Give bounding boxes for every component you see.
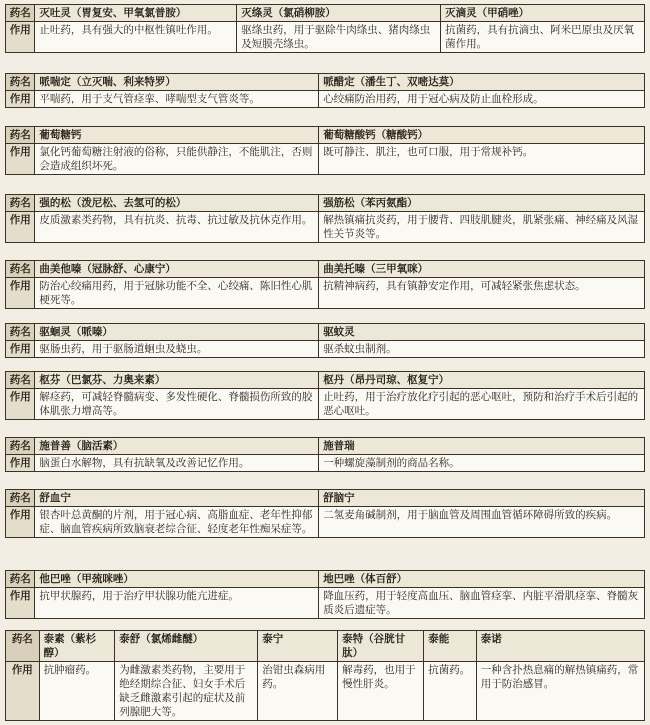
drug-use-cell: 平喘药，用于支气管痉挛、哮喘型支气管炎等。 xyxy=(35,91,319,108)
drug-use-row xyxy=(6,588,645,619)
row-label-name: 药名 xyxy=(6,631,40,662)
drug-table-1 xyxy=(5,4,645,53)
row-label-name: 药名 xyxy=(6,5,35,22)
drug-name-row xyxy=(6,324,645,341)
drug-use-cell: 氯化钙葡萄糖注射液的俗称，只能供静注，不能肌注，否则会造成组织坏死。 xyxy=(35,144,319,175)
drug-use-cell: 抗精神病药，具有镇静安定作用，可减轻紧张焦虑状态。 xyxy=(319,278,645,309)
row-label-name: 药名 xyxy=(6,490,35,507)
row-label-use: 作用 xyxy=(6,588,35,619)
row-label-name: 药名 xyxy=(6,74,35,91)
drug-name-row xyxy=(6,195,645,212)
drug-use-cell: 驱肠虫药，用于驱肠道蛔虫及蛲虫。 xyxy=(35,341,319,358)
drug-name-cell: 曲美他嗪（冠脉舒、心康宁） xyxy=(35,261,319,278)
drug-use-cell: 银杏叶总黄酮的片剂，用于冠心病、高脂血症、老年性抑郁症、脑血管疾病所致脑衰老综合征、轻度老年性痴呆症等。 xyxy=(35,507,319,538)
row-label-use: 作用 xyxy=(6,389,35,420)
drug-use-row xyxy=(6,144,645,175)
row-label-use: 作用 xyxy=(6,455,35,472)
drug-name-cell: 舒血宁 xyxy=(35,490,319,507)
drug-use-cell: 二氢麦角碱制剂，用于脑血管及周围血管循环障碍所致的疾病。 xyxy=(319,507,645,538)
drug-use-row xyxy=(6,22,645,53)
row-label-use: 作用 xyxy=(6,662,40,721)
drug-table-8 xyxy=(5,437,645,472)
drug-use-cell: 抗甲状腺药，用于治疗甲状腺功能亢进症。 xyxy=(35,588,319,619)
drug-table-3 xyxy=(5,126,645,175)
drug-name-cell: 葡萄糖酸钙（糖酸钙） xyxy=(319,127,645,144)
drug-use-cell: 一种含扑热息痛的解热镇痛药，常用于防治感冒。 xyxy=(476,662,644,721)
drug-use-cell: 心绞痛防治用药，用于冠心病及防止血栓形成。 xyxy=(319,91,645,108)
drug-name-row xyxy=(6,74,645,91)
drug-name-cell: 葡萄糖钙 xyxy=(35,127,319,144)
drug-name-row xyxy=(6,127,645,144)
row-label-use: 作用 xyxy=(6,507,35,538)
drug-name-cell: 灭滴灵（甲硝唑） xyxy=(441,5,645,22)
drug-name-cell: 他巴唑（甲巯咪唑） xyxy=(35,571,319,588)
row-label-name: 药名 xyxy=(6,438,35,455)
drug-use-cell: 解痉药，可减轻脊髓病变、多发性硬化、脊髓损伤所致的胶体肌张力增高等。 xyxy=(35,389,319,420)
drug-name-cell: 强的松（泼尼松、去氢可的松） xyxy=(35,195,319,212)
drug-table-2 xyxy=(5,73,645,108)
drug-use-cell: 解热镇痛抗炎药，用于腰背、四肢肌腱炎，肌紧张痛、神经痛及风湿性关节炎等。 xyxy=(319,212,645,243)
row-label-use: 作用 xyxy=(6,144,35,175)
row-label-use: 作用 xyxy=(6,22,35,53)
drug-use-cell: 抗菌药。 xyxy=(424,662,477,721)
drug-use-cell: 防治心绞痛用药，用于冠脉功能不全、心绞痛、陈旧性心肌梗死等。 xyxy=(35,278,319,309)
drug-table-5 xyxy=(5,260,645,309)
drug-name-row xyxy=(6,571,645,588)
drug-use-row xyxy=(6,341,645,358)
drug-name-cell: 驱蛔灵（哌嗪） xyxy=(35,324,319,341)
drug-name-cell: 施普瑞 xyxy=(319,438,645,455)
drug-name-row xyxy=(6,5,645,22)
drug-name-cell: 哌醋定（潘生丁、双嘧达莫） xyxy=(319,74,645,91)
drug-use-cell: 治钳虫森病用药。 xyxy=(258,662,338,721)
drug-name-cell: 舒脑宁 xyxy=(319,490,645,507)
drug-use-cell: 止吐药，具有强大的中枢性镇吐作用。 xyxy=(35,22,237,53)
row-label-use: 作用 xyxy=(6,341,35,358)
drug-use-cell: 既可静注、肌注，也可口服，用于常规补钙。 xyxy=(319,144,645,175)
drug-name-cell: 驱蚊灵 xyxy=(319,324,645,341)
drug-name-row xyxy=(6,490,645,507)
drug-use-cell: 止吐药，用于治疗放化疗引起的恶心呕吐，预防和治疗手术后引起的恶心呕吐。 xyxy=(319,389,645,420)
row-label-name: 药名 xyxy=(6,571,35,588)
drug-use-row xyxy=(6,278,645,309)
drug-use-row xyxy=(6,91,645,108)
row-label-name: 药名 xyxy=(6,261,35,278)
drug-use-row xyxy=(6,389,645,420)
drug-table-6 xyxy=(5,323,645,358)
drug-name-cell: 强筋松（苯丙氨酯） xyxy=(319,195,645,212)
drug-use-cell: 为雌激素类药物，主要用于绝经期综合征、妇女手术后缺乏雌激素引起的症状及前列腺肥大等。 xyxy=(115,662,258,721)
drug-name-cell: 地巴唑（体百舒） xyxy=(319,571,645,588)
drug-use-cell: 降血压药，用于轻度高血压、脑血管痉挛、内脏平滑肌痉挛、脊髓灰质炎后遗症等。 xyxy=(319,588,645,619)
row-label-use: 作用 xyxy=(6,278,35,309)
drug-use-cell: 皮质激素类药物，具有抗炎、抗毒、抗过敏及抗休克作用。 xyxy=(35,212,319,243)
drug-table-11 xyxy=(5,630,645,721)
drug-name-cell: 哌喘定（立灭喘、利来特罗） xyxy=(35,74,319,91)
drug-name-cell: 泰宁 xyxy=(258,631,338,662)
drug-use-cell: 解毒药，也用于慢性肝炎。 xyxy=(338,662,424,721)
drug-name-cell: 灭吐灵（胃复安、甲氧氯普胺） xyxy=(35,5,237,22)
drug-use-row xyxy=(6,212,645,243)
drug-name-row xyxy=(6,261,645,278)
row-label-use: 作用 xyxy=(6,212,35,243)
drug-name-row xyxy=(6,438,645,455)
drug-use-cell: 抗肿瘤药。 xyxy=(39,662,115,721)
drug-name-cell: 泰舒（氯烯雌醚） xyxy=(115,631,258,662)
drug-name-cell: 曲美托嗪（三甲氧咪） xyxy=(319,261,645,278)
drug-use-row xyxy=(6,662,645,721)
drug-name-row xyxy=(6,372,645,389)
drug-use-cell: 抗菌药，具有抗滴虫、阿米巴原虫及厌氧菌作用。 xyxy=(441,22,645,53)
row-label-name: 药名 xyxy=(6,324,35,341)
row-label-use: 作用 xyxy=(6,91,35,108)
drug-name-cell: 灭绦灵（氯硝柳胺） xyxy=(237,5,441,22)
drug-name-cell: 枢丹（昂丹司琼、枢复宁） xyxy=(319,372,645,389)
row-label-name: 药名 xyxy=(6,195,35,212)
drug-use-cell: 脑蛋白水解物，具有抗缺氧及改善记忆作用。 xyxy=(35,455,319,472)
drug-table-4 xyxy=(5,194,645,243)
drug-name-cell: 泰诺 xyxy=(476,631,644,662)
drug-use-row xyxy=(6,455,645,472)
drug-table-7 xyxy=(5,371,645,420)
drug-name-cell: 泰素（紫杉醇） xyxy=(39,631,115,662)
drug-table-9 xyxy=(5,489,645,538)
drug-name-cell: 泰特（谷胱甘肽） xyxy=(338,631,424,662)
drug-name-cell: 枢芬（巴氯芬、力奥来素） xyxy=(35,372,319,389)
drug-name-cell: 泰能 xyxy=(424,631,477,662)
drug-use-cell: 驱绦虫药，用于驱除牛肉绦虫、猪肉绦虫及短膜壳绦虫。 xyxy=(237,22,441,53)
drug-use-row xyxy=(6,507,645,538)
drug-name-row xyxy=(6,631,645,662)
row-label-name: 药名 xyxy=(6,127,35,144)
drug-name-cell: 施普善（脑活素） xyxy=(35,438,319,455)
row-label-name: 药名 xyxy=(6,372,35,389)
drug-table-10 xyxy=(5,570,645,619)
drug-use-cell: 驱杀蚊虫制剂。 xyxy=(319,341,645,358)
drug-use-cell: 一种螺旋藻制剂的商品名称。 xyxy=(319,455,645,472)
